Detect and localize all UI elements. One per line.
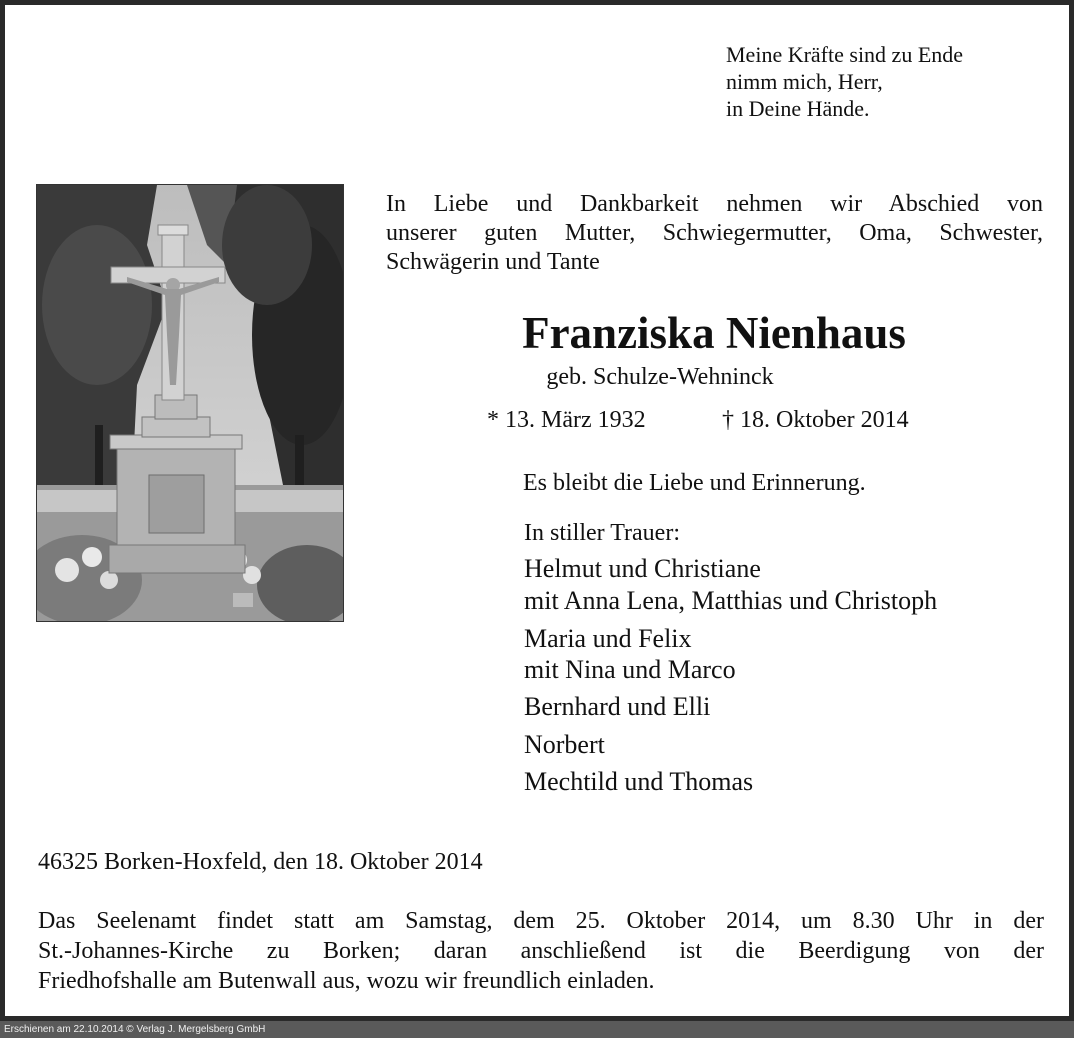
- publication-footer: Erschienen am 22.10.2014 © Verlag J. Mergelsberg GmbH: [0, 1021, 1074, 1038]
- deceased-name: Franziska Nienhaus: [522, 308, 906, 358]
- notice-line: Friedhofshalle am Butenwall aus, wozu wir freundlich einladen.: [38, 968, 655, 994]
- poem-quote: [726, 41, 963, 122]
- intro-line: Schwägerin und Tante: [386, 249, 600, 275]
- mourner-line: Maria und Felix: [524, 624, 692, 653]
- wayside-crucifix-photo: [37, 185, 344, 622]
- mourner-line: Helmut und Christiane: [524, 554, 761, 583]
- notice-line: St.-Johannes-Kirche zu Borken; daran anschließend ist die Beerdigung von der: [38, 938, 1044, 964]
- death-date: † 18. Oktober 2014: [722, 407, 909, 433]
- poem-line: nimm mich, Herr,: [726, 69, 883, 94]
- birth-date: * 13. März 1932: [487, 407, 646, 433]
- poem-line: Meine Kräfte sind zu Ende: [726, 42, 964, 67]
- memory-line: Es bleibt die Liebe und Erinnerung.: [523, 470, 866, 496]
- mourner-line: Mechtild und Thomas: [524, 767, 754, 796]
- mourner-line: Norbert: [524, 730, 605, 759]
- poem-line: in Deine Hände.: [726, 96, 870, 121]
- crucifix-photo: [36, 184, 344, 622]
- mourner-line: mit Nina und Marco: [524, 655, 736, 684]
- mourners-heading: In stiller Trauer:: [524, 520, 680, 546]
- intro-text: [386, 190, 1043, 277]
- birth-name: geb. Schulze-Wehninck: [546, 364, 774, 390]
- mourner-line: Bernhard und Elli: [524, 692, 711, 721]
- intro-line: In Liebe und Dankbarkeit nehmen wir Abschied von: [386, 191, 1043, 217]
- place-date: 46325 Borken-Hoxfeld, den 18. Oktober 2014: [38, 849, 483, 875]
- notice-line: Das Seelenamt findet statt am Samstag, dem 25. Oktober 2014, um 8.30 Uhr in der: [38, 908, 1044, 934]
- service-notice: [38, 906, 1044, 996]
- intro-line: unserer guten Mutter, Schwiegermutter, Oma, Schwester,: [386, 220, 1043, 246]
- mourner-line: mit Anna Lena, Matthias und Christoph: [524, 586, 938, 615]
